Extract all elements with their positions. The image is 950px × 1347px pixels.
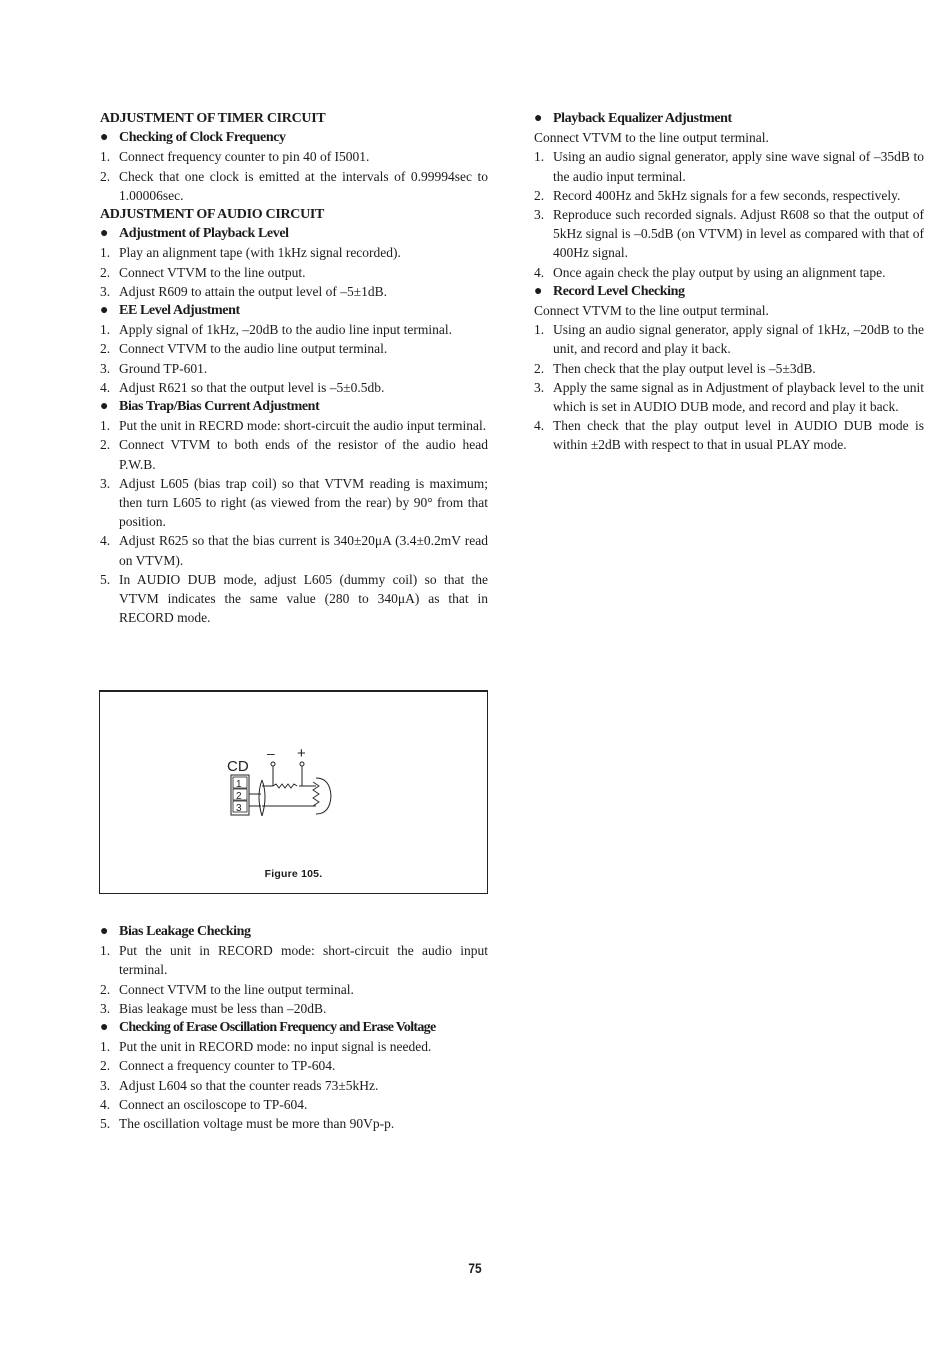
bullet-icon: ● — [100, 924, 109, 939]
list-item: 2. Record 400Hz and 5kHz signals for a few seconds, respectively. — [534, 187, 901, 203]
subheading-clock — [100, 128, 488, 147]
list-item: 2. Connect VTVM to the line output. — [100, 264, 306, 280]
list-item: 3. Ground TP-601. — [100, 360, 208, 376]
erase-steps — [100, 1037, 488, 1133]
probe-terminal-plus — [300, 762, 304, 786]
pin-label: 2 — [236, 791, 242, 802]
list-item: 3. Adjust L605 (bias trap coil) so that VTVM reading is maximum; then turn L605 to right (as viewed from the rear) by 90° from that position. — [100, 475, 488, 530]
subheading-playback-eq — [534, 109, 924, 128]
subheading-bias-trap — [100, 397, 488, 416]
plus-label: + — [297, 745, 306, 762]
figure-caption: Figure 105. — [264, 868, 323, 880]
probe-terminal-minus — [271, 762, 275, 786]
subheading-text: Checking of Clock Frequency — [119, 130, 286, 146]
bias-trap-steps — [100, 416, 488, 627]
figure-105 — [99, 690, 488, 894]
page-number: 75 — [468, 1260, 482, 1276]
bullet-icon: ● — [100, 399, 109, 415]
bullet-icon: ● — [534, 111, 543, 126]
section-title-timer: ADJUSTMENT OF TIMER CIRCUIT — [100, 111, 326, 126]
bullet-icon: ● — [100, 303, 109, 319]
list-item: 3. Apply the same signal as in Adjustment of playback level to the unit which is set in AUDIO DUB mode, and record and play it back. — [534, 379, 924, 415]
list-item: 1. Put the unit in RECORD mode: short-circuit the audio input terminal. — [100, 943, 488, 978]
list-item: 1. Using an audio signal generator, apply signal of 1kHz, –20dB to the unit, and record and play it back. — [534, 322, 924, 357]
list-item: 2. Connect a frequency counter to TP-604. — [100, 1058, 336, 1074]
list-item: 1. Apply signal of 1kHz, –20dB to the audio line input terminal. — [100, 322, 452, 338]
list-item: 1. Play an alignment tape (with 1kHz signal recorded). — [100, 245, 401, 261]
left-column-top — [100, 109, 488, 627]
connector-pins — [231, 775, 249, 815]
subheading-playback-level — [100, 224, 488, 243]
subheading-erase — [100, 1018, 488, 1037]
bullet-icon: ● — [534, 283, 543, 299]
pin-label: 1 — [236, 779, 242, 790]
connector-label: CD — [227, 758, 249, 775]
list-item: 5. In AUDIO DUB mode, adjust L605 (dummy coil) so that the VTVM indicates the same value (280 to 340μA) as that in RECORD mode. — [100, 571, 488, 626]
connector-diagram — [100, 692, 487, 892]
list-item: 2. Connect VTVM to both ends of the resistor of the audio head P.W.B. — [100, 437, 488, 472]
playback-level-steps — [100, 243, 488, 301]
subheading-ee-level — [100, 301, 488, 320]
bullet-icon: ● — [100, 1020, 108, 1036]
section-title-audio: ADJUSTMENT OF AUDIO CIRCUIT — [100, 207, 325, 223]
intro-text: Connect VTVM to the line output terminal. — [534, 130, 769, 146]
subheading-text: Playback Equalizer Adjustment — [553, 111, 732, 126]
list-item: 2. Check that one clock is emitted at the intervals of 0.99994sec to 1.00006sec. — [100, 168, 488, 203]
subheading-text: Record Level Checking — [553, 283, 685, 299]
right-column — [534, 109, 924, 455]
list-item: 1. Connect frequency counter to pin 40 of I5001. — [100, 149, 370, 165]
list-item: 3. Bias leakage must be less than –20dB. — [100, 1000, 327, 1016]
minus-label: – — [267, 745, 275, 761]
list-item: 1. Put the unit in RECRD mode: short-circuit the audio input terminal. — [100, 418, 487, 434]
list-item: 2. Then check that the play output level is –5±3dB. — [534, 360, 816, 376]
list-item: 5. The oscillation voltage must be more than 90Vp-p. — [100, 1116, 395, 1132]
subheading-bias-leakage — [100, 922, 488, 941]
list-item: 2. Connect VTVM to the audio line output terminal. — [100, 341, 388, 357]
bias-leakage-steps — [100, 941, 488, 1018]
list-item: 3. Adjust R609 to attain the output level of –5±1dB. — [100, 283, 388, 299]
list-item: 4. Adjust R621 so that the output level is –5±0.5db. — [100, 379, 385, 395]
list-item: 1. Using an audio signal generator, apply sine wave signal of –35dB to the audio input terminal. — [534, 149, 924, 184]
record-level-steps — [534, 320, 924, 454]
list-item: 1. Put the unit in RECORD mode: no input signal is needed. — [100, 1039, 432, 1055]
list-item: 4. Adjust R625 so that the bias current is 340±20μA (3.4±0.2mV read on VTVM). — [100, 533, 488, 568]
intro-text: Connect VTVM to the line output terminal. — [534, 303, 769, 319]
clock-steps — [100, 147, 488, 205]
list-item: 3. Reproduce such recorded signals. Adjust R608 so that the output of 5kHz signal is –0.5dB (on VTVM) in level as compared with that of 400Hz signal. — [534, 207, 924, 261]
subheading-text: Checking of Erase Oscillation Frequency and Erase Voltage — [119, 1020, 436, 1036]
list-item: 3. Adjust L604 so that the counter reads 73±5kHz. — [100, 1077, 379, 1093]
ee-level-steps — [100, 320, 488, 397]
bullet-icon: ● — [100, 226, 109, 242]
subheading-text: Adjustment of Playback Level — [119, 226, 289, 242]
list-item: 4. Connect an osciloscope to TP-604. — [100, 1096, 308, 1112]
subheading-text: Bias Trap/Bias Current Adjustment — [119, 399, 320, 415]
playback-eq-steps — [534, 147, 924, 281]
wiring — [249, 778, 331, 816]
left-column-bottom — [100, 922, 488, 1133]
pin-label: 3 — [236, 803, 242, 814]
subheading-record-level — [534, 282, 924, 301]
subheading-text: EE Level Adjustment — [119, 303, 240, 319]
list-item: 2. Connect VTVM to the line output terminal. — [100, 981, 354, 997]
subheading-text: Bias Leakage Checking — [119, 924, 251, 939]
list-item: 4. Then check that the play output level in AUDIO DUB mode is within ±2dB with respect to that in usual PLAY mode. — [534, 418, 924, 453]
list-item: 4. Once again check the play output by using an alignment tape. — [534, 264, 886, 280]
bullet-icon: ● — [100, 130, 109, 146]
